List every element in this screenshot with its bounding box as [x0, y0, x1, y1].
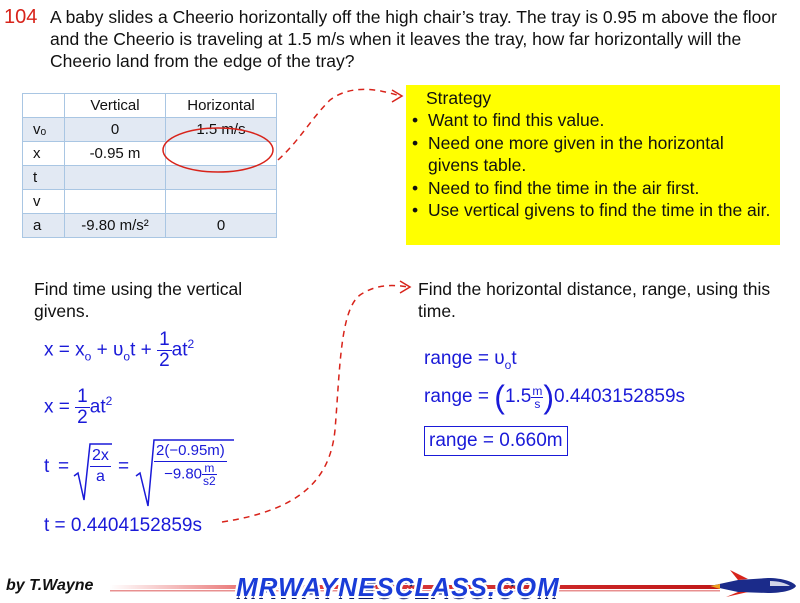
eq-symbol: t [130, 339, 136, 361]
table-row [23, 142, 277, 166]
fraction-denominator: a [96, 468, 105, 485]
rocket-icon [708, 568, 798, 598]
eq-symbol: range [424, 386, 473, 408]
strategy-title: Strategy [426, 88, 492, 108]
kinematic-equation [44, 330, 194, 371]
eq-symbol: υ [494, 348, 505, 369]
eq-symbol: = [58, 456, 70, 477]
eq-symbol: at [171, 339, 188, 361]
table-row-label: v [23, 190, 65, 214]
vertical-method-heading: Find time using the vertical givens. [34, 279, 243, 321]
dashed-arrow-to-strategy [278, 89, 400, 160]
eq-symbol: x [44, 339, 54, 361]
eq-symbol: = [58, 396, 70, 418]
strategy-item: • Use vertical givens to find the time in the air. [410, 199, 778, 222]
eq-symbol: range [424, 348, 473, 369]
eq-symbol: = [477, 386, 489, 408]
table-row-label: vₒ [23, 118, 65, 142]
table-header-corner [23, 94, 65, 118]
eq-value: 1.5 [504, 386, 532, 408]
fraction-numerator: 1 [159, 329, 170, 350]
table-cell-vertical: -9.80 m/s² [65, 214, 166, 238]
eq-symbol: = [58, 339, 70, 361]
table-cell-horizontal [166, 190, 277, 214]
eq-symbol: t [511, 348, 517, 369]
fraction-numerator: 2(−0.95m) [154, 441, 227, 462]
eq-symbol: = [477, 348, 489, 369]
eq-subscript: o [123, 349, 131, 364]
eq-value: −9.80 [164, 465, 203, 483]
eq-symbol: + [96, 339, 108, 361]
table-row [23, 214, 277, 238]
strategy-item: • Need one more given in the horizontal givens table. [410, 132, 778, 177]
unit-denominator: s [534, 396, 541, 411]
problem-statement: A baby slides a Cheerio horizontally off the high chair’s tray. The tray is 0.95 m above the floor and the Cheerio is traveling at 1.5 m/s when it leaves the tray, how far horizontally will the Cheerio land from the edge of the tray? [50, 7, 777, 71]
table-header-horizontal: Horizontal [166, 94, 277, 118]
table-row-label: t [23, 166, 65, 190]
range-equation [424, 348, 517, 372]
fraction-denominator: 2 [77, 407, 88, 428]
eq-subscript: o [84, 349, 92, 364]
table-cell-horizontal [166, 142, 277, 166]
table-row [23, 118, 277, 142]
unit-fraction [202, 462, 217, 487]
close-paren: ) [543, 379, 555, 415]
table-header-vertical: Vertical [65, 94, 166, 118]
unit-numerator: m [202, 462, 217, 475]
range-substituted [424, 379, 686, 415]
table-cell-horizontal: 0 [166, 214, 277, 238]
table-cell-vertical [65, 190, 166, 214]
fraction-denominator: 2 [159, 350, 170, 371]
eq-symbol: = [118, 456, 130, 477]
fraction-half [75, 387, 90, 428]
fraction-numerator: 2x [90, 446, 111, 467]
horizontal-method-heading: Find the horizontal distance, range, using this time. [418, 279, 771, 321]
eq-symbol: + [140, 339, 152, 361]
table-cell-vertical [65, 166, 166, 190]
table-header-row [23, 94, 277, 118]
table-cell-horizontal [166, 166, 277, 190]
time-result: t = 0.4404152859s [44, 515, 202, 536]
eq-value: 0.4403152859s [554, 386, 686, 408]
eq-symbol: x [44, 396, 54, 418]
problem-number: 104 [4, 6, 38, 28]
eq-symbol: at [89, 396, 106, 418]
unit-denominator: s2 [203, 474, 216, 488]
table-row [23, 190, 277, 214]
author-credit: by T.Wayne [6, 577, 94, 594]
site-logo[interactable]: MRWAYNESCLASS.COM [236, 572, 560, 602]
open-paren: ( [494, 379, 505, 415]
fraction-substituted [154, 441, 227, 487]
unit-numerator: m [532, 383, 543, 398]
table-row [23, 166, 277, 190]
givens-table [22, 93, 277, 238]
unit-fraction [531, 385, 543, 410]
table-row-label: x [23, 142, 65, 166]
eq-exponent: 2 [105, 394, 113, 409]
table-cell-vertical: 0 [65, 118, 166, 142]
table-cell-horizontal: 1.5 m/s [166, 118, 277, 142]
table-row-label: a [23, 214, 65, 238]
eq-exponent: 2 [187, 337, 195, 352]
fraction-2x-over-a [90, 446, 111, 487]
arrowhead-range [400, 281, 410, 293]
eq-subscript: o [504, 357, 512, 372]
strategy-item: • Want to find this value. [410, 109, 778, 132]
arrowhead-strategy [392, 90, 402, 102]
strategy-list [410, 109, 778, 222]
fraction-numerator: 1 [77, 386, 88, 407]
time-equation [44, 438, 244, 508]
table-cell-vertical: -0.95 m [65, 142, 166, 166]
fraction-denominator [154, 462, 227, 487]
simplified-equation [44, 387, 112, 428]
eq-symbol: t [44, 456, 50, 477]
strategy-box [406, 85, 780, 245]
range-result-box: range = 0.660m [424, 426, 568, 456]
eq-symbol: x [75, 339, 85, 361]
fraction-half [157, 330, 172, 371]
eq-symbol: υ [113, 339, 124, 361]
strategy-item: • Need to find the time in the air first. [410, 177, 778, 200]
